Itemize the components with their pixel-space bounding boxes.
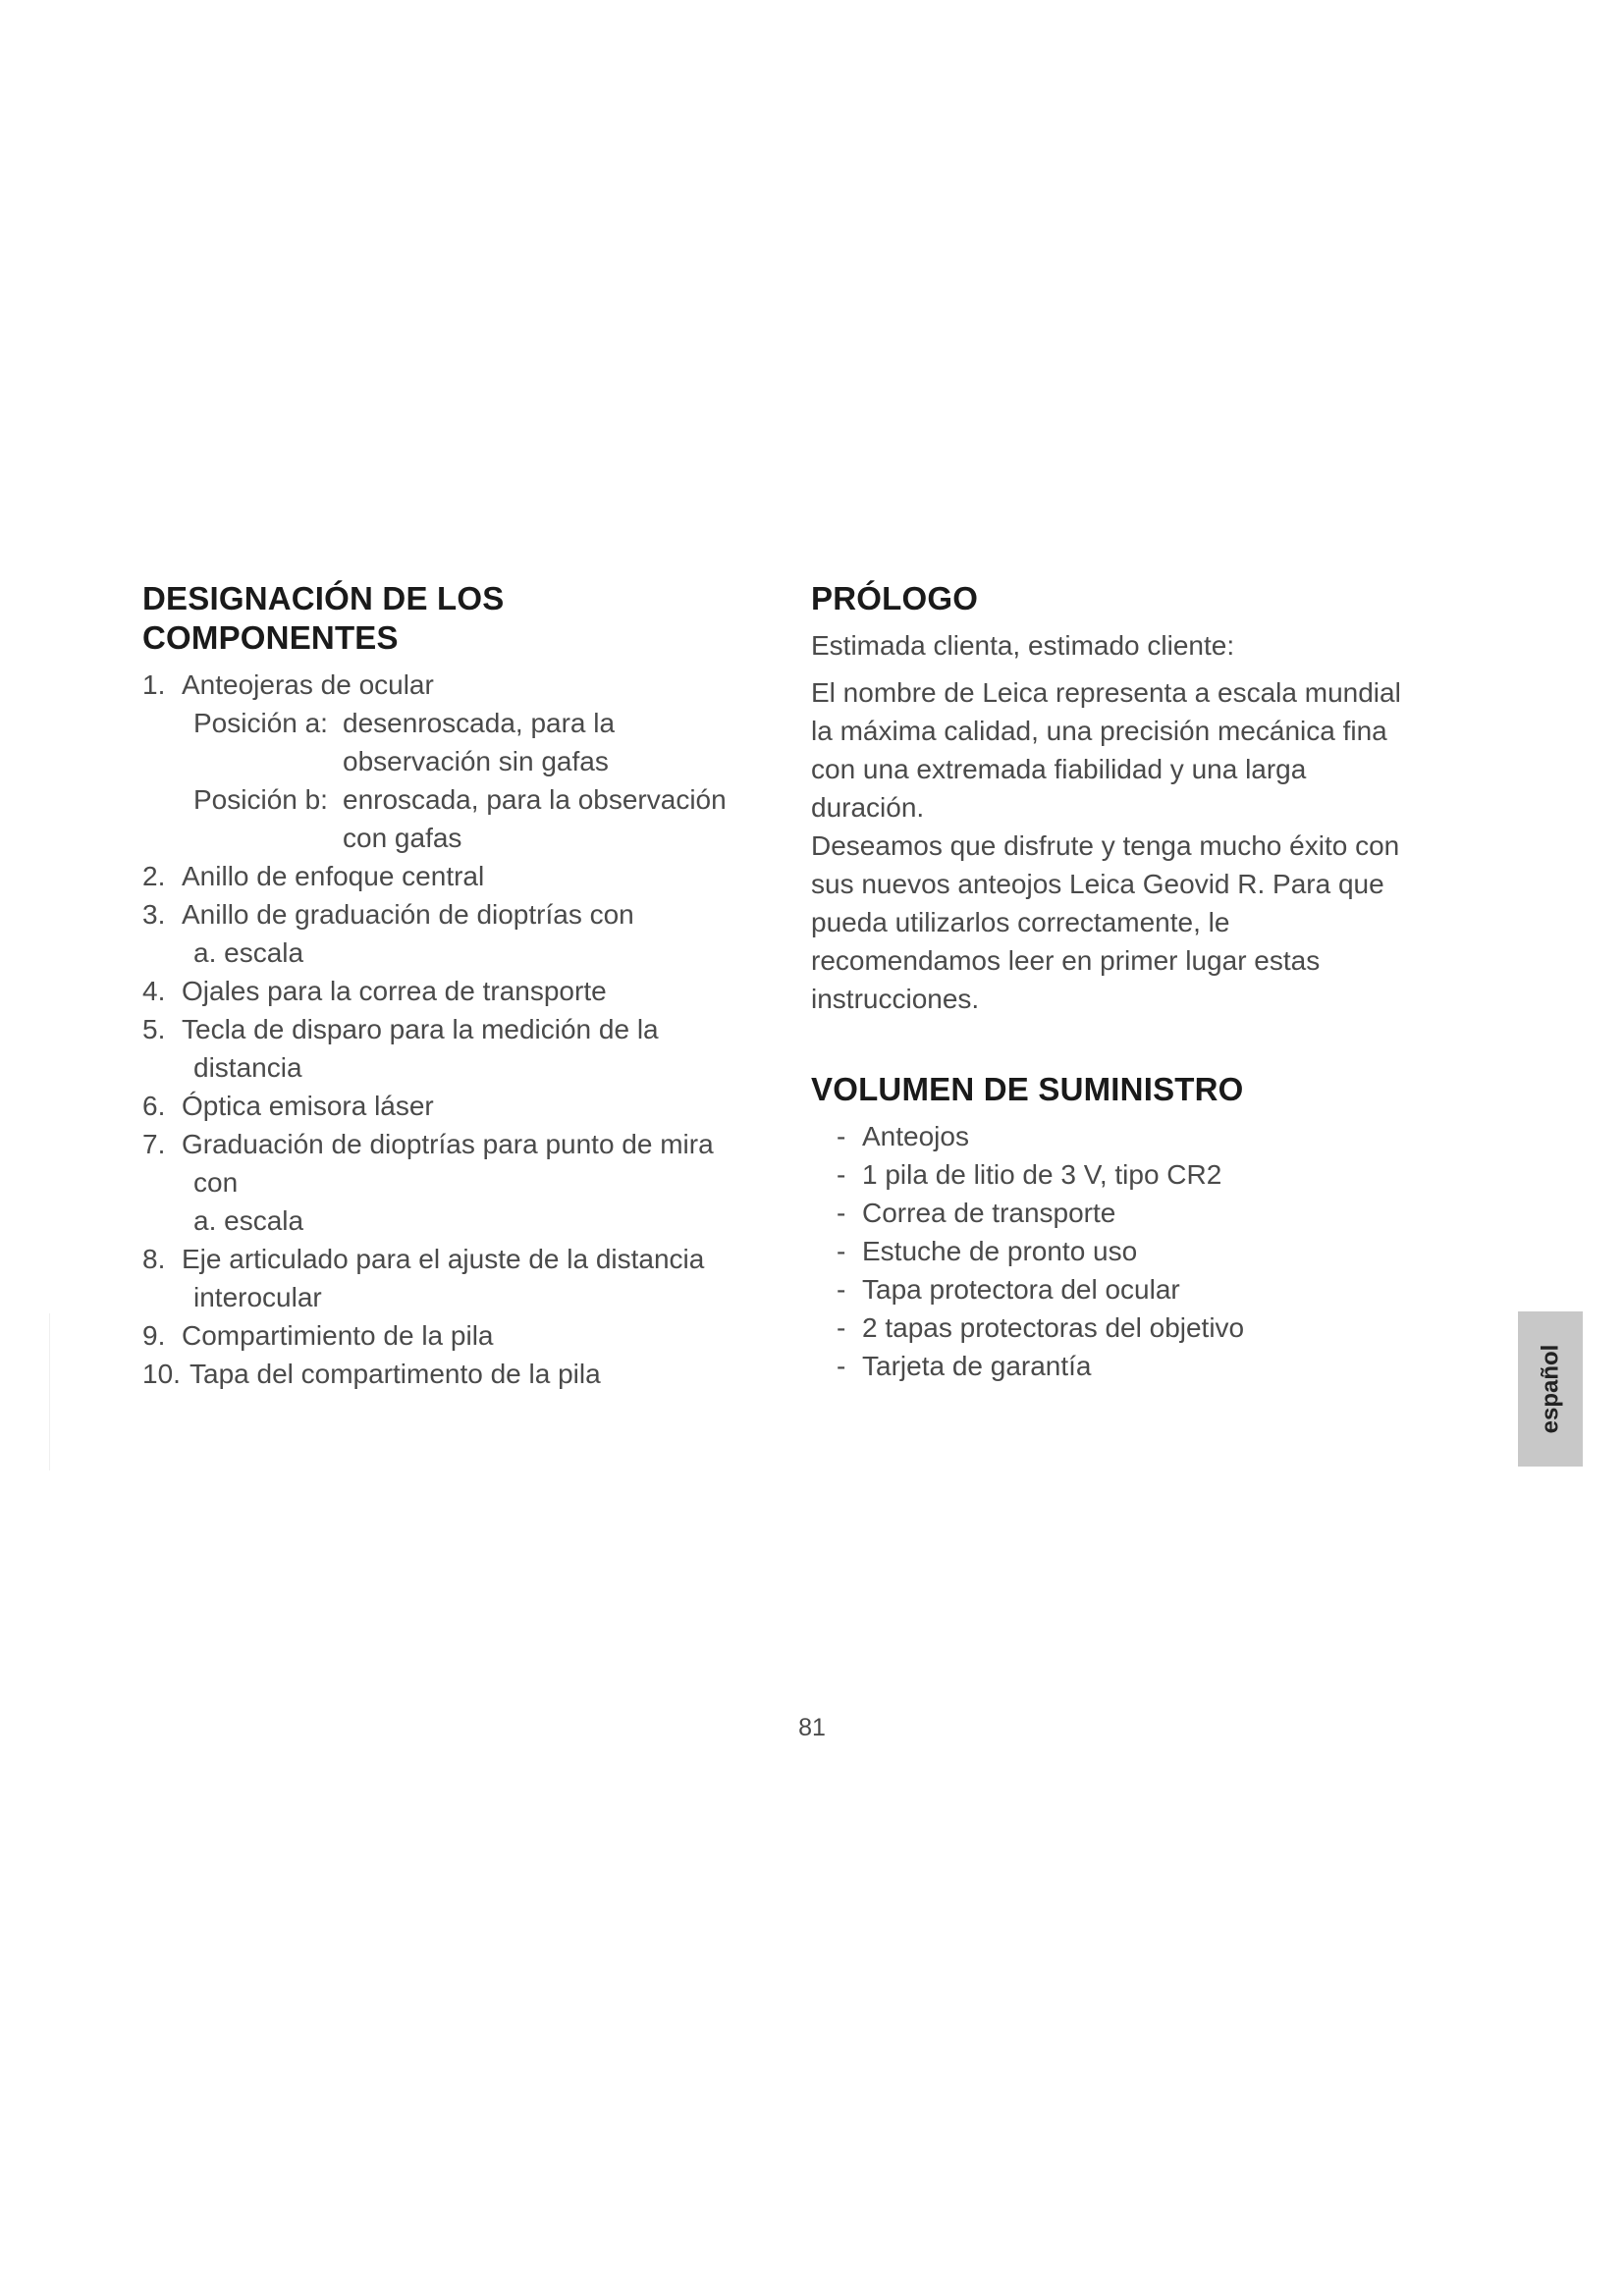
list-dash: - [837, 1198, 846, 1228]
component-number: 9. [142, 1320, 166, 1351]
position-b-label: Posición b: [193, 784, 328, 815]
prologue-greeting: Estimada clienta, estimado cliente: [811, 630, 1235, 661]
component-number: 4. [142, 976, 166, 1006]
components-heading: DESIGNACIÓN DE LOS COMPONENTES [142, 580, 505, 656]
list-dash: - [837, 1236, 846, 1266]
prologue-p1-line: la máxima calidad, una precisión mecánica fina [811, 716, 1387, 746]
prologue-heading: PRÓLOGO [811, 580, 979, 616]
margin-rule [49, 1313, 50, 1470]
supply-item [837, 1232, 1420, 1270]
supply-item-text: Tarjeta de garantía [862, 1351, 1092, 1381]
page-number: 81 [798, 1714, 826, 1741]
components-section [142, 579, 751, 1393]
supply-item-text: Anteojos [862, 1121, 969, 1151]
language-tab [1518, 1311, 1583, 1467]
position-b-row [182, 780, 751, 857]
component-item-3 [142, 895, 751, 972]
supply-item [837, 1194, 1420, 1232]
language-tab-label: español [1537, 1344, 1564, 1434]
component-continuation: interocular [193, 1282, 322, 1312]
list-dash: - [837, 1159, 846, 1190]
supply-item-text: 1 pila de litio de 3 V, tipo CR2 [862, 1159, 1222, 1190]
component-subitem: a. escala [193, 937, 304, 968]
position-a-line-2: observación sin gafas [343, 746, 609, 776]
component-text: Tapa del compartimento de la pila [189, 1359, 601, 1389]
component-text: Compartimiento de la pila [182, 1320, 494, 1351]
list-dash: - [837, 1312, 846, 1343]
component-text: Anteojeras de ocular [182, 669, 434, 700]
supply-item [837, 1347, 1420, 1385]
supply-item [837, 1155, 1420, 1194]
prologue-p2-line: pueda utilizarlos correctamente, le [811, 907, 1230, 937]
components-list [142, 666, 751, 1393]
component-text: Tecla de disparo para la medición de la [182, 1014, 659, 1044]
supply-heading: VOLUMEN DE SUMINISTRO [811, 1071, 1244, 1107]
prologue-section [811, 579, 1420, 1018]
prologue-p1-line: con una extremada fiabilidad y una larga [811, 754, 1307, 784]
component-number: 6. [142, 1091, 166, 1121]
position-b-line-1: enroscada, para la observación [343, 784, 727, 815]
supply-item [837, 1117, 1420, 1155]
right-column [811, 579, 1420, 1385]
component-number: 8. [142, 1244, 166, 1274]
component-continuation: distancia [193, 1052, 302, 1083]
component-text: Anillo de graduación de dioptrías con [182, 899, 634, 930]
component-text: Eje articulado para el ajuste de la distancia [182, 1244, 705, 1274]
component-item-5 [142, 1010, 751, 1087]
component-number: 5. [142, 1014, 166, 1044]
supply-item [837, 1270, 1420, 1308]
position-a-label: Posición a: [193, 708, 328, 738]
prologue-p2-line: Deseamos que disfrute y tenga mucho éxito con [811, 830, 1400, 861]
component-text: Anillo de enfoque central [182, 861, 485, 891]
position-a-line-1: desenroscada, para la [343, 708, 616, 738]
component-number: 1. [142, 669, 166, 700]
component-continuation: con [193, 1167, 239, 1198]
position-b-text [343, 780, 751, 857]
position-a-text [343, 704, 751, 780]
supply-item-text: Correa de transporte [862, 1198, 1116, 1228]
supply-list [811, 1117, 1420, 1385]
component-item-9 [142, 1316, 751, 1355]
component-item-10 [142, 1355, 751, 1393]
supply-item-text: 2 tapas protectoras del objetivo [862, 1312, 1245, 1343]
component-text: Ojales para la correa de transporte [182, 976, 607, 1006]
prologue-paragraph-1 [811, 673, 1420, 827]
component-number: 10. [142, 1359, 181, 1389]
component-item-7 [142, 1125, 751, 1240]
prologue-p1-line: duración. [811, 792, 925, 823]
position-a-row [182, 704, 751, 780]
list-dash: - [837, 1121, 846, 1151]
prologue-p2-line: sus nuevos anteojos Leica Geovid R. Para que [811, 869, 1384, 899]
supply-item [837, 1308, 1420, 1347]
component-item-4 [142, 972, 751, 1010]
component-item-1 [142, 666, 751, 857]
supply-item-text: Estuche de pronto uso [862, 1236, 1138, 1266]
prologue-paragraph-2 [811, 827, 1420, 1018]
list-dash: - [837, 1274, 846, 1305]
component-subitem: a. escala [193, 1205, 304, 1236]
prologue-p2-line: recomendamos leer en primer lugar estas [811, 945, 1321, 976]
component-item-2 [142, 857, 751, 895]
component-number: 3. [142, 899, 166, 930]
component-item-8 [142, 1240, 751, 1316]
supply-item-text: Tapa protectora del ocular [862, 1274, 1180, 1305]
component-number: 7. [142, 1129, 166, 1159]
position-b-line-2: con gafas [343, 823, 462, 853]
component-text: Graduación de dioptrías para punto de mira [182, 1129, 714, 1159]
prologue-p2-line: instrucciones. [811, 984, 980, 1014]
list-dash: - [837, 1351, 846, 1381]
component-number: 2. [142, 861, 166, 891]
component-text: Óptica emisora láser [182, 1091, 434, 1121]
supply-section [811, 1070, 1420, 1385]
prologue-p1-line: El nombre de Leica representa a escala mundial [811, 677, 1401, 708]
component-item-6 [142, 1087, 751, 1125]
